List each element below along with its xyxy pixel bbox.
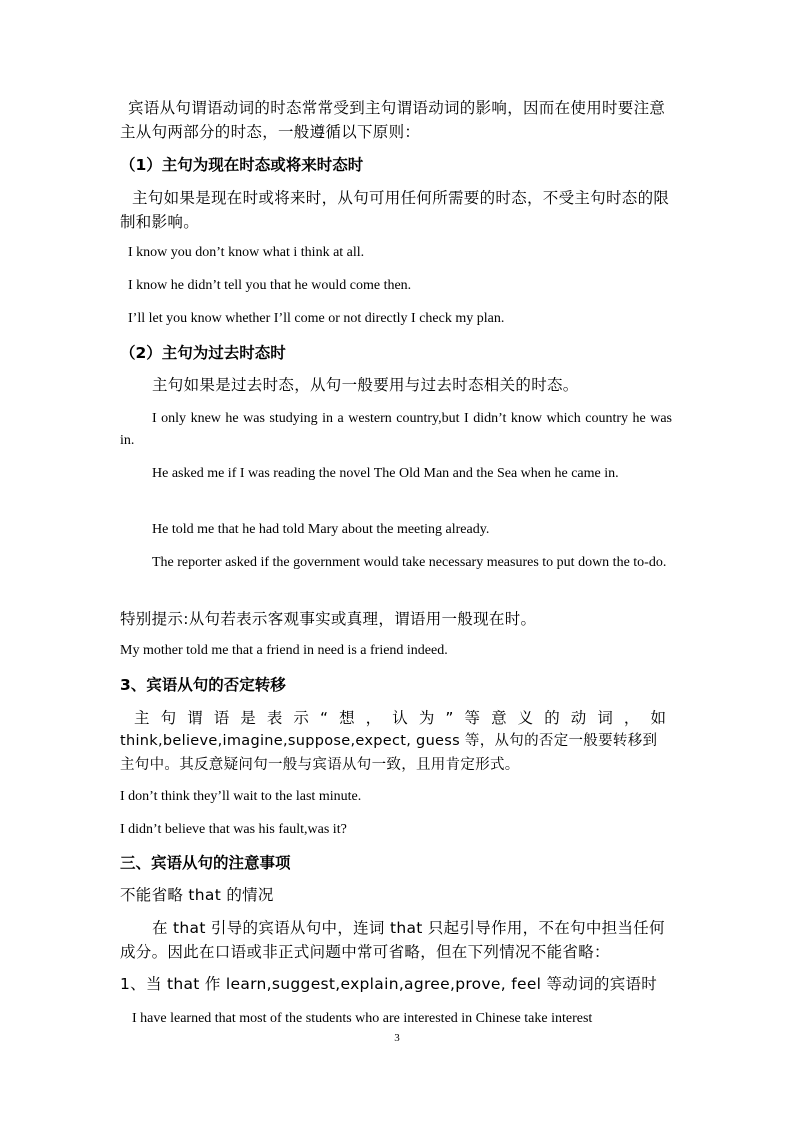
list-item-1: 1、当 that 作 learn,suggest,explain,agree,prove, feel 等动词的宾语时 [120,975,658,993]
paragraph-present-tense: 主句如果是现在时或将来时，从句可用任何所需要的时态，不受主句时态的限制和影响。 [120,189,670,231]
example-sentence: I know you don’t know what i think at all. [128,245,365,260]
example-sentence: I know he didn’t tell you that he would come then. [128,278,412,293]
heading-past-tense: （2）主句为过去时态时 [120,344,286,362]
paragraph-negation: think,believe,imagine,suppose,expect, guess 等，从句的否定一般要转移到主句中。其反意疑问句一般与宾语从句一致，且用肯定形式。 [120,733,658,773]
example-sentence: My mother told me that a friend in need is a friend indeed. [120,643,448,658]
example-sentence: He asked me if I was reading the novel The Old Man and the Sea when he came in. [152,466,619,481]
example-sentence: I only knew he was studying in a western country,but I didn’t know which country he was in. [120,411,672,448]
example-sentence: I’ll let you know whether I’ll come or not directly I check my plan. [128,311,505,326]
example-sentence: He told me that he had told Mary about the meeting already. [152,522,490,537]
example-sentence: I don’t think they’ll wait to the last minute. [120,789,362,804]
intro-paragraph: 宾语从句谓语动词的时态常常受到主句谓语动词的影响，因而在使用时要注意主从句两部分的时态，一般遵循以下原则： [120,99,666,141]
page-number: 3 [394,1032,400,1044]
heading-negation-transfer: 3、宾语从句的否定转移 [120,676,286,694]
paragraph-that-usage: 在 that 引导的宾语从句中，连词 that 只起引导作用，不在句中担当任何成分。因此在口语或非正式问题中常可省略，但在下列情况不能省略： [120,919,665,961]
example-sentence: The reporter asked if the government would take necessary measures to put down the to-do. [152,555,667,570]
example-sentence: I have learned that most of the students who are interested in Chinese take interest [132,1011,593,1026]
example-sentence: I didn’t believe that was his fault,was it? [120,822,347,837]
paragraph-negation-line1: 主句谓语是表示“想，认为”等意义的动词，如 [134,709,672,727]
paragraph-past-tense: 主句如果是过去时态，从句一般要用与过去时态相关的时态。 [152,376,579,394]
heading-present-tense: （1）主句为现在时态或将来时态时 [120,156,364,174]
subheading-that-cannot-omit: 不能省略 that 的情况 [120,886,274,904]
special-tip: 特别提示:从句若表示客观事实或真理，谓语用一般现在时。 [120,610,537,628]
heading-notes: 三、宾语从句的注意事项 [120,854,291,872]
